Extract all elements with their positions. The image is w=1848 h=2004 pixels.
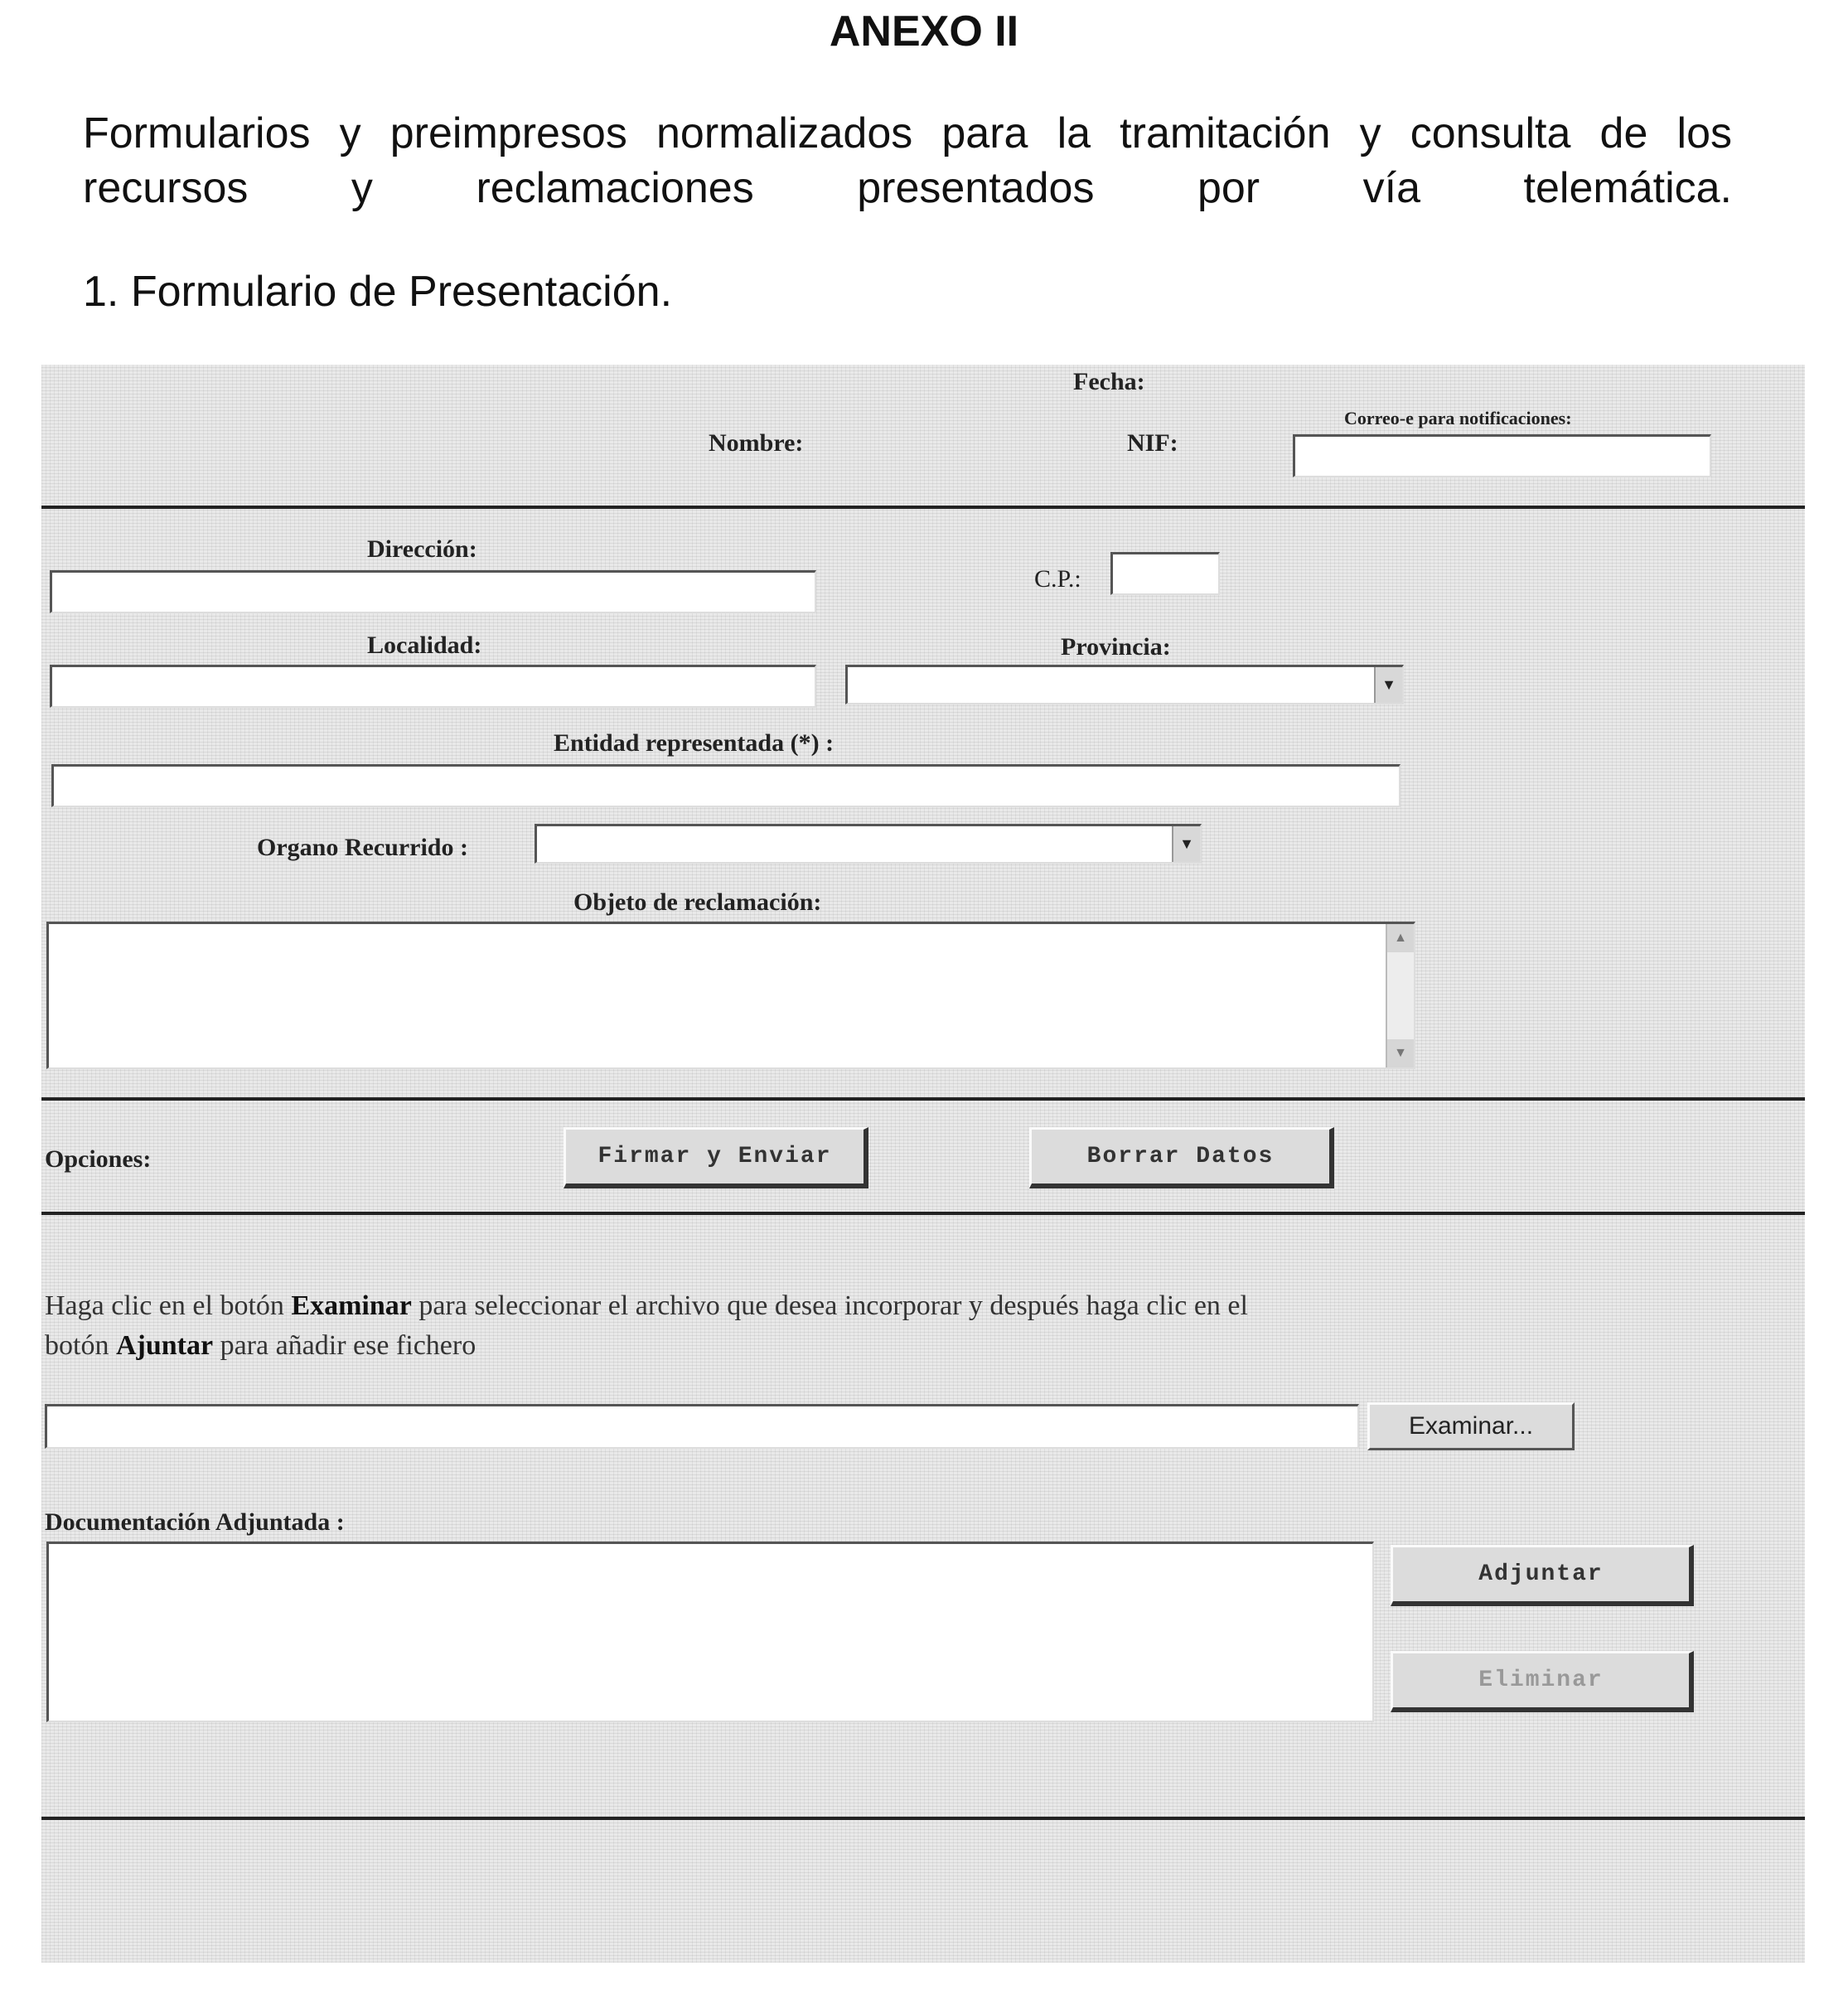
entidad-input[interactable] <box>51 764 1401 807</box>
cp-input[interactable] <box>1110 552 1220 595</box>
scroll-down-icon[interactable]: ▼ <box>1387 1039 1414 1067</box>
direccion-label: Dirección: <box>367 535 477 563</box>
file-path-input[interactable] <box>45 1404 1359 1449</box>
adjuntar-button[interactable]: Adjuntar <box>1391 1545 1694 1606</box>
direccion-input[interactable] <box>50 570 816 613</box>
section-title: 1. Formulario de Presentación. <box>83 268 673 316</box>
correo-label: Correo-e para notificaciones: <box>1344 408 1572 428</box>
objeto-scrollbar[interactable] <box>1386 924 1414 1067</box>
attach-instructions <box>45 1286 1702 1366</box>
instruction-bold-ajuntar: Ajuntar <box>115 1330 214 1361</box>
organo-label: Organo Recurrido : <box>257 834 468 861</box>
divider <box>41 506 1805 509</box>
instruction-text: Haga clic en el botón <box>45 1290 292 1321</box>
firmar-enviar-button[interactable]: Firmar y Enviar <box>564 1127 868 1188</box>
divider <box>41 1212 1805 1215</box>
divider <box>41 1817 1805 1820</box>
localidad-input[interactable] <box>50 665 816 708</box>
instruction-text: botón <box>45 1330 116 1361</box>
entidad-label: Entidad representada (*) : <box>554 729 835 757</box>
chevron-down-icon[interactable]: ▼ <box>1172 826 1200 862</box>
organo-select[interactable] <box>535 824 1202 864</box>
cp-label: C.P.: <box>1034 565 1081 593</box>
documentacion-label: Documentación Adjuntada : <box>45 1508 345 1536</box>
attached-documents-list[interactable] <box>46 1542 1374 1722</box>
instruction-text: para seleccionar el archivo que desea incorporar y después haga clic en el <box>411 1290 1248 1321</box>
opciones-label: Opciones: <box>45 1145 152 1173</box>
localidad-label: Localidad: <box>367 632 482 659</box>
eliminar-button[interactable]: Eliminar <box>1391 1651 1694 1712</box>
nif-label: NIF: <box>1127 429 1178 457</box>
fecha-label: Fecha: <box>1073 368 1145 395</box>
provincia-label: Provincia: <box>1061 633 1171 661</box>
borrar-datos-button[interactable]: Borrar Datos <box>1029 1127 1334 1188</box>
chevron-down-icon[interactable]: ▼ <box>1374 667 1402 703</box>
divider <box>41 1097 1805 1101</box>
nombre-label: Nombre: <box>709 429 804 457</box>
document-title: ANEXO II <box>829 7 1019 56</box>
presentation-form-screenshot <box>41 365 1805 1963</box>
examinar-button[interactable]: Examinar... <box>1367 1402 1575 1450</box>
instruction-text: para añadir ese fichero <box>213 1330 477 1361</box>
objeto-label: Objeto de reclamación: <box>573 888 822 916</box>
objeto-textarea[interactable] <box>46 922 1415 1069</box>
correo-input[interactable] <box>1293 434 1711 477</box>
scroll-up-icon[interactable]: ▲ <box>1387 924 1414 952</box>
instruction-bold-examinar: Examinar <box>291 1290 412 1321</box>
provincia-select[interactable] <box>845 665 1404 704</box>
intro-paragraph: Formularios y preimpresos normalizados para la tramitación y consulta de los recursos y reclamaciones presentados por vía telemática. <box>83 109 1732 212</box>
